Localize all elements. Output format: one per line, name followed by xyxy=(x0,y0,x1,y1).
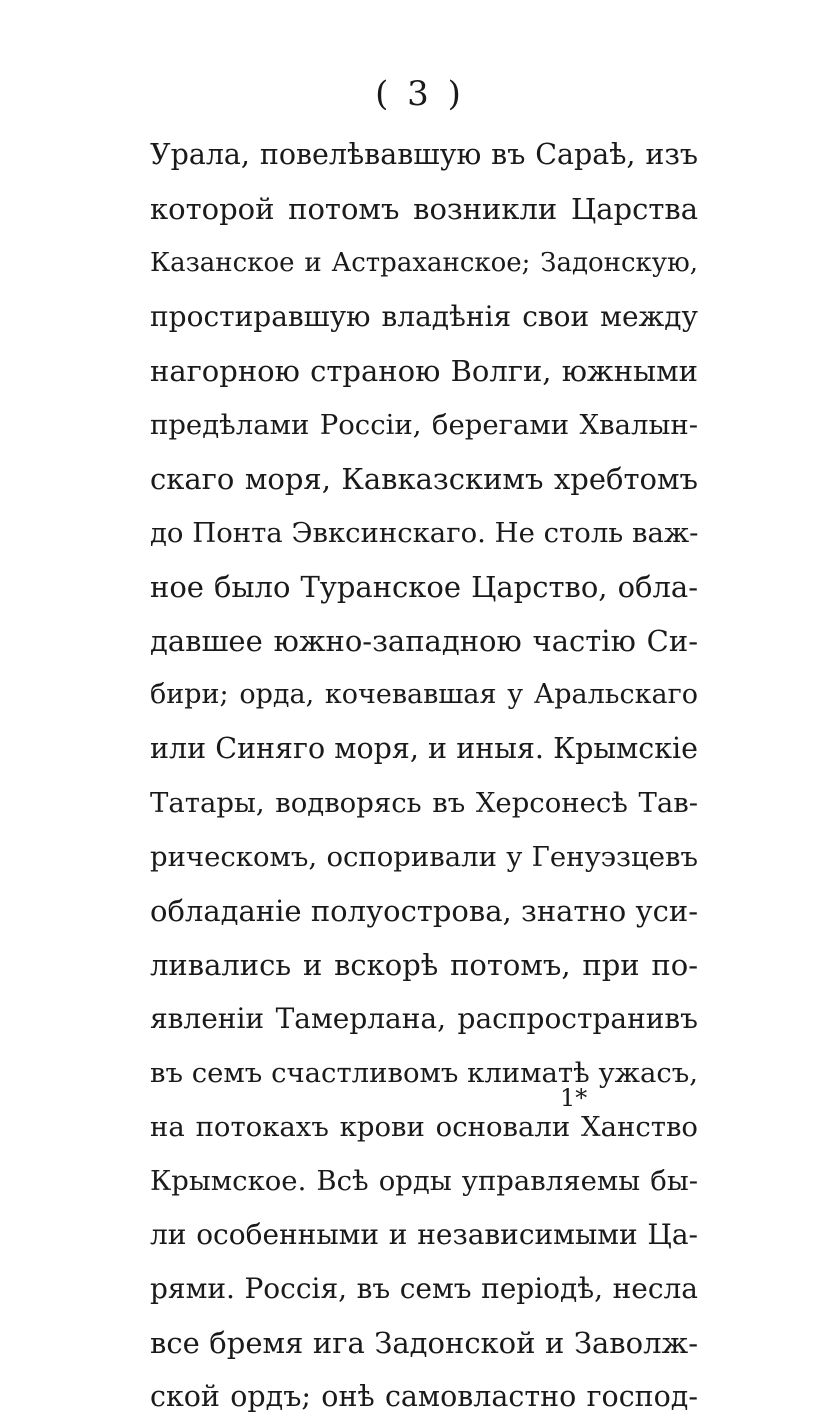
text-line: Крымское. Всѣ орды управляемы бы- xyxy=(150,1165,698,1197)
text-line: скаго моря, Кавказскимъ хребтомъ xyxy=(150,462,698,496)
text-line: ливались и вскорѣ потомъ, при по- xyxy=(150,948,698,982)
text-line: или Синяго моря, и иныя. Крымскіе xyxy=(150,732,698,765)
text-line: которой потомъ возникли Царства xyxy=(150,192,698,226)
text-line: нагорною страною Волги, южными xyxy=(150,354,698,388)
text-line: все бремя ига Задонской и Заволж- xyxy=(150,1326,698,1360)
text-line: Казанское и Астраханское; Задонскую, xyxy=(150,248,698,278)
text-line: въ семъ счастливомъ климатѣ ужасъ, xyxy=(150,1057,698,1089)
text-line: явленіи Тамерлана, распространивъ xyxy=(150,1002,698,1035)
text-line: ской ордъ; онѣ самовластно господ- xyxy=(150,1380,698,1413)
text-line: рями. Россія, въ семъ періодѣ, несла xyxy=(150,1272,698,1305)
signature-mark: 1* xyxy=(560,1084,588,1112)
text-line: рическомъ, оспоривали у Генуэзцевъ xyxy=(150,841,698,873)
text-line: до Понта Эвксинскаго. Не столь важ- xyxy=(150,517,698,549)
text-line: предѣлами Россіи, берегами Хвалын- xyxy=(150,409,698,441)
text-line: простиравшую владѣнія свои между xyxy=(150,300,698,333)
text-line: давшее южно-западною частію Си- xyxy=(150,624,698,658)
body-text xyxy=(150,128,698,1424)
text-line: Татары, водворясь въ Херсонесѣ Тав- xyxy=(150,787,698,819)
text-line: на потокахъ крови основали Ханство xyxy=(150,1111,698,1143)
text-line: ное было Туранское Царство, обла- xyxy=(150,570,698,604)
text-line: ли особенными и независимыми Ца- xyxy=(150,1218,698,1251)
text-line: обладаніе полуострова, знатно уси- xyxy=(150,894,698,928)
text-line: бири; орда, кочевавшая у Аральскаго xyxy=(150,679,698,710)
page-number: ( 3 ) xyxy=(375,74,465,114)
text-line: Урала, повелѣвавшую въ Сараѣ, изъ xyxy=(150,138,698,171)
